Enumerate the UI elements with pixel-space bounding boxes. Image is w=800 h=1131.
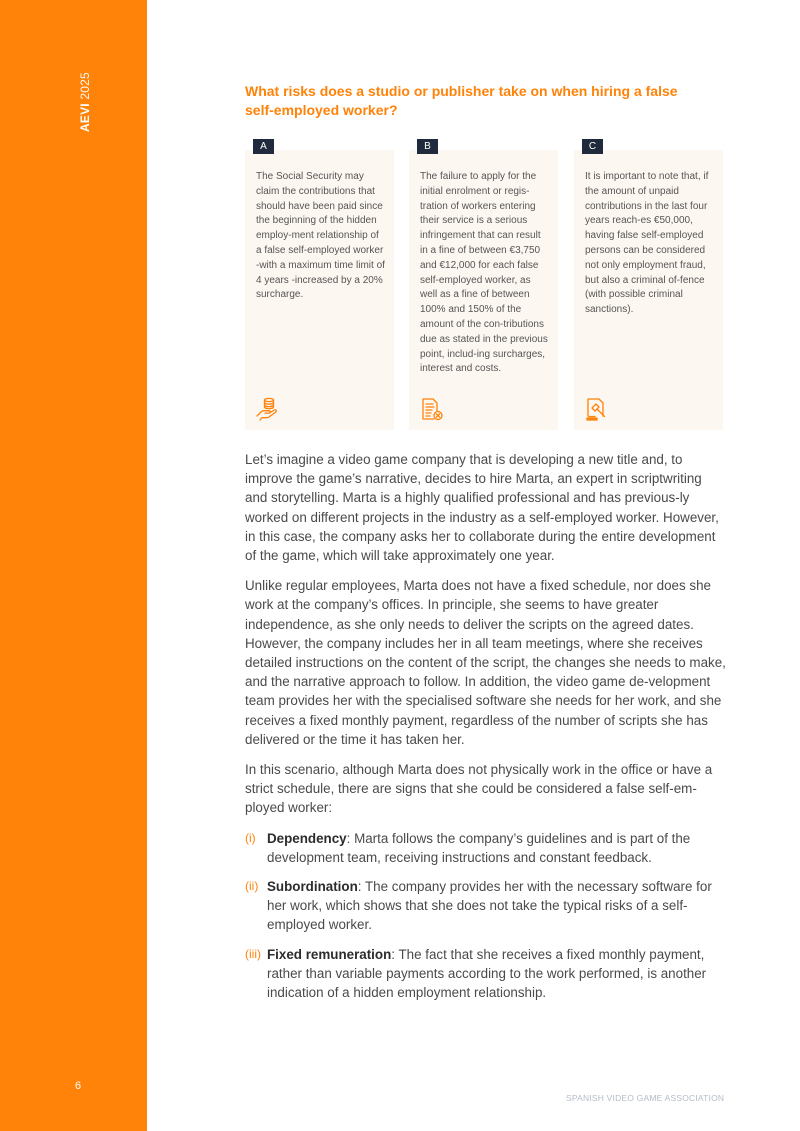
- edition-year: 2025: [78, 72, 92, 100]
- list-item: [245, 945, 727, 1003]
- box-tag: A: [253, 139, 274, 154]
- list-marker: (iii): [245, 946, 261, 961]
- list-marker: (i): [245, 830, 256, 845]
- paragraph: In this scenario, although Marta does not physically work in the office or have a strict schedule, there are signs that she could be considered a false self-em-ployed worker:: [245, 762, 713, 816]
- list-text: : Marta follows the company’s guidelines and is part of the development team, receiving instructions and constant feedback.: [267, 830, 691, 865]
- footer-organization: SPANISH VIDEO GAME ASSOCIATION: [566, 1093, 725, 1103]
- risk-box-b: [409, 141, 558, 430]
- box-text: The Social Security may claim the contributions that should have been paid since the beginning of the hidden employ-ment relationship of a false self-employed worker -with a maximum time limit of 4 years -increased by a 20% surcharge.: [256, 171, 385, 301]
- sidebar: [0, 0, 147, 1131]
- list-item: [245, 877, 727, 935]
- list-text: : The company provides her with the necessary software for her work, which shows that she does not take the typical risks of a self-employed worker.: [267, 879, 712, 933]
- box-tag: B: [417, 139, 438, 154]
- section-heading: What risks does a studio or publisher take on when hiring a false self-employed worker?: [245, 83, 678, 118]
- brand-name: AEVI: [78, 103, 92, 132]
- box-tag: C: [582, 139, 603, 154]
- paragraph: Unlike regular employees, Marta does not have a fixed schedule, nor does she work at the company’s offices. In principle, she seems to have greater independence, as she only needs to deliver the scripts on the agreed dates. However, the company includes her in all team meetings, where she receives detailed instructions on the content of the script, the changes she needs to make, and the narrative approach to follow. In addition, the video game de-velopment team provides her with the specialised software she needs for her work, and she receives a fixed monthly payment, regardless of the number of scripts she has delivered or the time it has taken her.: [245, 578, 726, 747]
- body-content: [245, 450, 727, 1012]
- document-cancel-icon: [419, 396, 445, 422]
- sidebar-brand-year: [78, 72, 92, 132]
- list-term: Subordination: [267, 879, 358, 895]
- risk-box-a: [245, 141, 394, 430]
- paragraph: Let’s imagine a video game company that is developing a new title and, to improve the game’s narrative, decides to hire Marta, an expert in scriptwriting and storytelling. Marta is a highly qualified professional and has previous-ly worked on different projects in the industry as a self-employed worker. However, in this case, the company asks her to collaborate during the entire development of the game, which will take approximately one year.: [245, 452, 719, 564]
- page-number: 6: [75, 1080, 82, 1092]
- list-term: Dependency: [267, 830, 347, 846]
- list-text: : The fact that she receives a fixed monthly payment, rather than variable payments according to the work performed, is another indication of a hidden employment relationship.: [267, 946, 707, 1001]
- gavel-document-icon: [584, 396, 610, 422]
- list-item: [245, 829, 727, 867]
- list-marker: (ii): [245, 879, 259, 894]
- risk-box-c: [574, 141, 723, 430]
- hand-coins-icon: [255, 396, 281, 422]
- box-text: The failure to apply for the initial enrolment or regis-tration of workers entering their service is a serious infringement that can result in a fine of between €3,750 and €12,000 for each false self-employed worker, as well as a fine of between 100% and 150% of the amount of the con-tributions due as stated in the previous point, includ-ing surcharges, interest and costs.: [420, 171, 548, 375]
- box-text: It is important to note that, if the amount of unpaid contributions in the last four years reach-es €50,000, having false self-employed persons can be considered not only employment fraud, but also a criminal of-fence (with possible criminal sanctions).: [585, 171, 709, 316]
- list-term: Fixed remuneration: [267, 946, 392, 962]
